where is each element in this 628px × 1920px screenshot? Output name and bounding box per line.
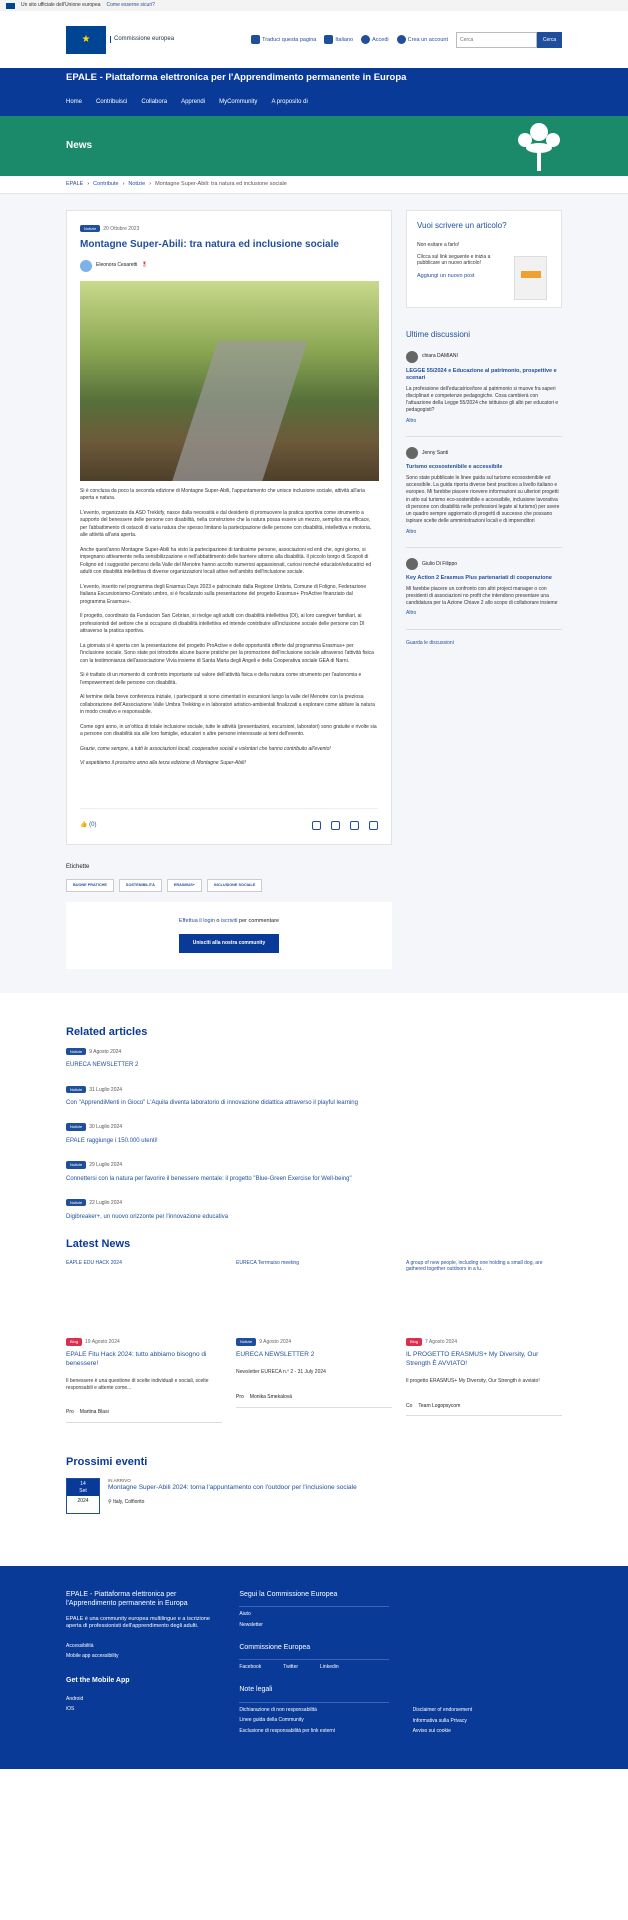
email-share-icon[interactable] [369,821,378,830]
author-avatar [80,260,92,272]
event-name: Montagne Super-Abili 2024: torna l'appuntamento con l'outdoor per l'inclusione sociale [108,1484,357,1491]
medal-icon: 🎖 [141,262,148,269]
related-title: Related articles [66,1025,148,1038]
app-link[interactable]: Android [66,1695,84,1702]
news-card[interactable] [406,1338,562,1423]
related-title[interactable]: EPALE raggiunge i 150.000 utenti! [66,1138,158,1145]
event-month: Set [79,1487,87,1494]
search-form [456,32,562,48]
related-item[interactable] [66,1161,562,1183]
tags-label: Etichette [66,863,90,870]
article-paragraph: L'evento, inserito nel programma degli Erasmus Days 2023 e patrocinato dalla Regione Umbria, Comune di Foligno, Federazione Italiana Escursionismo-Comitato umbro, si è focalizzato sulla presentazione del progetto Erasmus+ ProActive finanziato dal programma Erasmus+. [80,583,367,605]
linkedin-share-icon[interactable] [350,821,359,830]
legal-link[interactable]: Avviso sui cookie [412,1728,451,1735]
article-photo [80,281,379,481]
news-image-alt[interactable]: EURECA Terrmuiso meeting [236,1259,299,1266]
related-date: 30 Luglio 2024 [89,1124,123,1131]
news-author [66,1409,222,1423]
social-link[interactable]: Facebook [239,1664,262,1671]
related-date: 22 Luglio 2024 [89,1200,123,1207]
translate-button[interactable] [251,35,316,44]
events-title: Prossimi eventi [66,1456,148,1469]
news-title[interactable]: EPALE Fitu Hack 2024: tutto abbiamo bisogno di benessere! [66,1351,207,1368]
article-body [80,488,378,768]
nav-item[interactable]: Collabora [141,99,168,106]
share-bar [80,808,378,830]
news-text: Il benessere è una questione di scelte individuali e sociali, scelte responsabili e attente come... [66,1377,209,1391]
author-row[interactable] [80,260,378,272]
write-box [406,210,562,308]
or-text: o [216,917,220,924]
author-avatar [406,447,418,459]
news-meta [66,1338,222,1346]
separator [406,629,562,630]
translate-icon [251,35,260,44]
related-badge: Notizie [66,1199,86,1206]
events-section [66,1455,562,1514]
join-button[interactable]: Unisciti alla nostra community [179,934,280,953]
breadcrumb-sep: › [122,180,125,187]
event-date [66,1478,100,1514]
social-link[interactable]: Linkedin [320,1664,339,1671]
related-meta [66,1161,562,1169]
footer-app: Get the Mobile App [66,1677,130,1685]
discussion-item[interactable] [406,558,562,630]
breadcrumb-item[interactable]: Contribute [93,180,119,187]
news-date: 19 Agosto 2024 [85,1339,120,1346]
news-date: 7 Agosto 2024 [425,1339,457,1346]
news-card[interactable] [66,1338,222,1423]
all-discussions-link[interactable]: Guarda le discussioni [406,640,454,647]
related-articles [66,1025,562,1221]
comment-box [66,902,392,969]
comment-text: per commentare [239,917,280,924]
news-author [406,1403,562,1417]
news-badge: Blog [66,1338,82,1345]
tag-chip[interactable]: INCLUSIONE SOCIALE [207,879,262,892]
author-prefix: Pro [236,1393,244,1400]
related-item[interactable] [66,1199,562,1221]
article-paragraph: Grazie, come sempre, a tutti le associazioni locali, cooperative sociali e volontari che hanno contribuito all'evento! [80,745,331,752]
sidebar [406,210,562,845]
footer-title: EPALE - Piattaforma elettronica per l'Apprendimento permanente in Europa [66,1590,188,1608]
article-paragraph: Anche quest'anno Montagne Super-Abili ha visto la partecipazione di tantissime persone, associazioni ed enti che, ogni giorno, si impegnano attivamente nella sensibilizzazione e nell'abbattimento delle barriere attorno alla disabilità. Il piccolo borgo di Scopoli di Foligno ed i suggestivi percorsi della Valle del Menotre hanno accolto numerosi appassionati, curiosi nonché educatori/educatrici ed adulti con disabilità intellettiva di diverse organizzazioni locali attive nell'ambito dell'inclusione sociale. [80,546,372,576]
news-author [236,1394,392,1408]
news-image-alt[interactable]: A group of new people, including one holding a small dog, are gathered together outdoors in a lu.. [406,1259,543,1273]
event-item[interactable]: 14 Set 2024 IN ARRIVO Montagne Super-Abili 2024: torna l'appuntamento con l'outdoor per l'inclusione sociale ⚲ Italy, Colfiorito [66,1478,562,1514]
event-day: 14 [80,1480,86,1487]
breadcrumb-item[interactable]: EPALE [66,180,84,187]
discussion-item[interactable] [406,351,562,438]
discussion-title[interactable]: Key Action 2 Erasmus Plus partenariati di cooperazione [406,575,552,582]
discussions-title: Ultime discussioni [406,330,471,339]
author-name: Eleonora Cesaretti [96,262,138,269]
discussion-text: Mi farebbe piacere un confronto con altri project manager o con presidenti di associazioni no profit che intendono presentare una candidatura per la Azione Chiave 2 allo scopo di collaborare insieme [406,585,558,607]
logo-text: Commissione europea [110,36,174,43]
news-card[interactable] [236,1338,392,1423]
related-item[interactable] [66,1086,562,1108]
news-title[interactable]: IL PROGETTO ERASMUS+ My Diversity, Our Strength È AVVIATO! [406,1351,539,1368]
write-title: Vuoi scrivere un articolo? [417,221,507,230]
related-badge: Notizie [66,1123,86,1130]
news-badge: Blog [406,1338,422,1345]
footer-link[interactable]: Accessibilità [66,1642,94,1649]
related-item[interactable] [66,1048,562,1070]
author-prefix: Co [406,1402,413,1409]
site-header [0,11,628,68]
footer-follow: Segui la Commissione Europea [239,1590,338,1598]
legal-link[interactable]: Esclusione di responsabilità per link esterni [239,1728,335,1734]
discussion-author [406,558,562,570]
eu-logo-icon: ★ [66,26,106,54]
register-link[interactable]: iscriviti [221,917,238,924]
author-name: Team Logopsycom [418,1402,461,1409]
nav-item[interactable]: MyCommunity [219,99,258,106]
related-date: 9 Agosto 2024 [89,1048,122,1055]
article-paragraph: La giornata si è aperta con la presentazione del progetto ProActive e delle opportunità offerte dal programma Erasmus+ per l'inclusione sociale. Sono state poi introdotte alcune buone pratiche per la promozione dell'inclusione sociale attraverso l'attività fisica con la testimonianza dell'associazione Vivia insieme di Santa Maria degli Angeli e della Cooperativa sociale GEA di Narni. [80,642,374,664]
discussion-title[interactable]: LEGGE 55/2024 e Educazione al patrimonio, prospettive e scenari [406,367,557,382]
news-meta [236,1338,392,1346]
language-button[interactable] [324,35,353,44]
tag-chip[interactable]: BUONE PRATICHE [66,879,114,892]
write-p1: Non esitare a farlo! [417,241,460,248]
article-card [66,210,392,845]
eu-flag-icon [6,3,15,9]
social-link[interactable]: Twitter [283,1664,299,1671]
related-title[interactable]: Con "ApprendiMenti in Gioco" L'Aquila diventa laboratorio di innovazione didattica attraverso il playful learning [66,1100,358,1107]
nav-item[interactable]: Contribuisci [96,99,128,106]
tag-chip[interactable]: SOSTENIBILITÀ [119,879,162,892]
article-paragraph: Come ogni anno, in un'ottica di totale inclusione sociale, tutte le attività (presentazioni, escursioni, laboratori) sono gratuite e rivolte sia a persone con disabilità sia alle loro famiglie, educatori o altre persone interessate ai temi dell'evento. [80,723,377,738]
footer-desc: EPALE è una community europea multilingue e a iscrizione aperta di professionisti dell'apprendimento degli adulti. [66,1615,210,1630]
login-label: Accedi [372,36,389,43]
footer-link[interactable]: Aiuto [239,1611,251,1618]
related-badge: Notizie [66,1086,86,1093]
nav-item[interactable]: Apprendi [181,99,206,106]
event-status: IN ARRIVO [108,1477,131,1483]
app-link[interactable]: iOS [66,1706,75,1713]
latest-news [66,1237,562,1423]
site-banner [0,68,628,116]
related-title[interactable]: EURECA NEWSLETTER 2 [66,1062,139,1069]
like-button[interactable]: 👍 (0) [80,822,97,829]
related-meta [66,1199,562,1207]
x-share-icon[interactable] [312,821,321,830]
related-meta [66,1123,562,1131]
footer-link[interactable]: Mobile app accessibility [66,1653,119,1660]
author-name: Jenny Santi [422,450,449,457]
author-name: Martina Blasi [79,1409,109,1416]
tag-chip[interactable]: ERASMUS+ [167,879,202,892]
breadcrumb-sep: › [87,180,90,187]
legal-link[interactable]: Disclaimer of endorsement [412,1706,473,1713]
news-image-alt[interactable]: EAPLE EDU HACK 2024 [66,1259,122,1266]
author-avatar [406,351,418,363]
related-badge: Notizie [66,1161,86,1168]
legal-link[interactable]: Informativa sulla Privacy [412,1717,467,1724]
add-post-link[interactable]: Aggiungi un nuovo post [417,273,475,280]
related-meta [66,1086,562,1094]
more-link[interactable]: Altro [406,528,417,535]
author-name: chiara DAMIANI [422,353,458,360]
discussion-title[interactable]: Turismo ecosostenibile e accessibile [406,464,503,471]
separator [406,436,562,437]
discussion-author [406,447,562,459]
language-icon [324,35,333,44]
document-icon [514,256,547,300]
latest-title: Latest News [66,1237,131,1250]
language-label: Italiano [335,36,354,43]
tree-icon [516,121,562,171]
legal-link[interactable]: Dichiarazione di non responsabilità [239,1706,317,1713]
main-area [0,194,628,993]
event-year: 2024 [77,1498,89,1505]
footer [0,1566,628,1769]
news-date: 9 Agosto 2024 [259,1339,292,1346]
breadcrumb [0,176,628,194]
search-button[interactable]: Cerca [537,32,562,48]
related-badge: Notizie [66,1048,86,1055]
article-paragraph: Si è trattato di un momento di confronto importante sul valore dell'attività fisica e della natura come strumento per l'autonomia e l'empowerment delle persone con disabilità. [80,672,362,686]
article-title: Montagne Super-Abili: tra natura ed inclusione sociale [80,239,339,251]
more-link[interactable]: Altro [406,417,417,424]
eu-how-link[interactable]: Come esserne sicuri? [106,2,155,9]
footer-link[interactable]: Newsletter [239,1622,263,1629]
footer-legal: Note legali [239,1686,273,1694]
author-avatar [406,558,418,570]
article-paragraph: Al termine della breve conferenza iniziale, i partecipanti si sono cimentati in escursioni lungo la valle del Menotre con la preziosa collaborazione dell'Associazione Valle Umbra Trekking e in laboratori artistico-ambientali finalizzati a esplorare come abitare la natura in modo creativo e responsabile. [80,694,375,716]
author-name: Giulio Di Filippo [422,560,458,567]
user-icon [361,35,370,44]
login-link[interactable]: Effettua il login [178,917,215,924]
article-date: 20 Ottobre 2023 [103,226,140,232]
article-badge: Notizie [80,225,100,232]
news-meta [406,1338,562,1346]
create-label: Crea un account [407,36,448,43]
article-paragraph: Il progetto, coordinato da Fundacion San Cebrian, si rivolge agli adulti con disabilità intellettiva (DI), ai loro caregiver familiari, ai professionisti del settore che si occupano di disabilità intellettiva ed intende contribuire all'inclusione sociale delle persone con DI attraverso la pratica sportiva. [80,613,365,635]
article-paragraph: Vi aspettiamo il prossimo anno alla terza edizione di Montagne Super-Abili! [80,760,246,767]
nav-item[interactable]: Home [66,99,83,106]
article-paragraph: L'evento, organizzato da ASD Trekkify, nasce dalla necessità e dal desiderio di promuovere la pratica sportiva come strumento a supporto del benessere delle persone con disabilità, nella convinzione che la natura possa essere un mezzo, semplice ma efficace, per l'abbattimento di ostacoli di varia natura che spesso limitano la partecipazione delle persone con disabilità, intellettiva e motoria, alle attività all'aria aperta. [80,509,372,539]
write-p2: Clicca sul link seguente e inizia a pubblicare un nuovo articolo! [417,253,491,267]
translate-label: Traduci questa pagina [262,36,317,43]
banner-title: News [66,140,93,152]
article-paragraph: Si è conclusa da poco la seconda edizione di Montagne Super-Abili, l'appuntamento che unisce inclusione sociale, attività all'aria aperta e natura. [80,487,365,502]
news-title[interactable]: EURECA NEWSLETTER 2 [236,1351,315,1359]
author-prefix: Pro [66,1409,74,1416]
eu-strip [0,0,628,11]
news-badge: Notizie [236,1338,256,1345]
eu-strip-text: Un sito ufficiale dell'Unione europea [21,2,101,9]
breadcrumb-item[interactable]: Notizie [128,180,146,187]
discussion-text: La professione dell'educatrice/tore al patrimonio si muove fra saperi disciplinari e competenze pedagogiche. Cosa cambierà con l'attuazione della Legge 55/2024 che istituisce gli albi per educatori e pedagogisti? [406,385,559,414]
legal-link[interactable]: Linee guida della Community [239,1717,304,1724]
create-account-button[interactable] [397,35,448,44]
discussion-item[interactable] [406,447,562,548]
news-text: Newsletter EURECA n.º 2 - 31 July 2024 [236,1369,326,1376]
separator [406,547,562,548]
related-title[interactable]: Connettersi con la natura per favorire il benessere mentale: il progetto "Blue-Green Exercise for Well-being" [66,1175,352,1182]
discussions [406,330,562,647]
related-date: 29 Luglio 2024 [89,1162,123,1169]
plus-icon [397,35,406,44]
discussion-author [406,351,562,363]
breadcrumb-sep: › [149,180,152,187]
site-title: EPALE - Piattaforma elettronica per l'Apprendimento permanente in Europa [66,72,407,84]
facebook-share-icon[interactable] [331,821,340,830]
discussion-text: Sono state pubblicate le linee guida sul turismo ecosostenibile ed accessibile. La guida riporta diverse best practices a livello italiano e europeo. Mi farebbe piacere ricevere informazioni su ulteriori progetti in atto sul turismo eco-sostenibile e accessibile, inclusione lavorativa di persone con disabilità nelle professioni legate al turismo) per avere un quadro sempre aggiornato di progetti di successo che possano ispirare scelte delle amministrazioni locali e di imprenditori [406,474,560,525]
author-name: Monika Smekalová [249,1393,293,1400]
related-date: 31 Luglio 2024 [89,1086,123,1093]
search-input[interactable] [456,32,537,48]
related-meta [66,1048,562,1056]
main-nav [0,89,628,116]
footer-ec: Commissione Europea [239,1643,311,1651]
related-title[interactable]: Digibreaker+, un nuovo orizzonte per l'innovazione educativa [66,1213,229,1220]
related-item[interactable] [66,1123,562,1145]
login-button[interactable] [361,35,389,44]
breadcrumb-item: Montagne Super-Abili: tra natura ed inclusione sociale [155,180,287,187]
page-banner [0,116,628,176]
like-count: (0) [89,822,97,829]
event-place: Italy, Colfiorito [113,1498,145,1505]
tags-section [0,845,628,892]
more-link[interactable]: Altro [406,610,417,617]
news-text: Il progetto ERASMUS+ My Diversity, Our Strength è avviato! [406,1377,540,1384]
ec-logo[interactable] [66,26,174,54]
nav-item[interactable]: A proposito di [271,99,308,106]
